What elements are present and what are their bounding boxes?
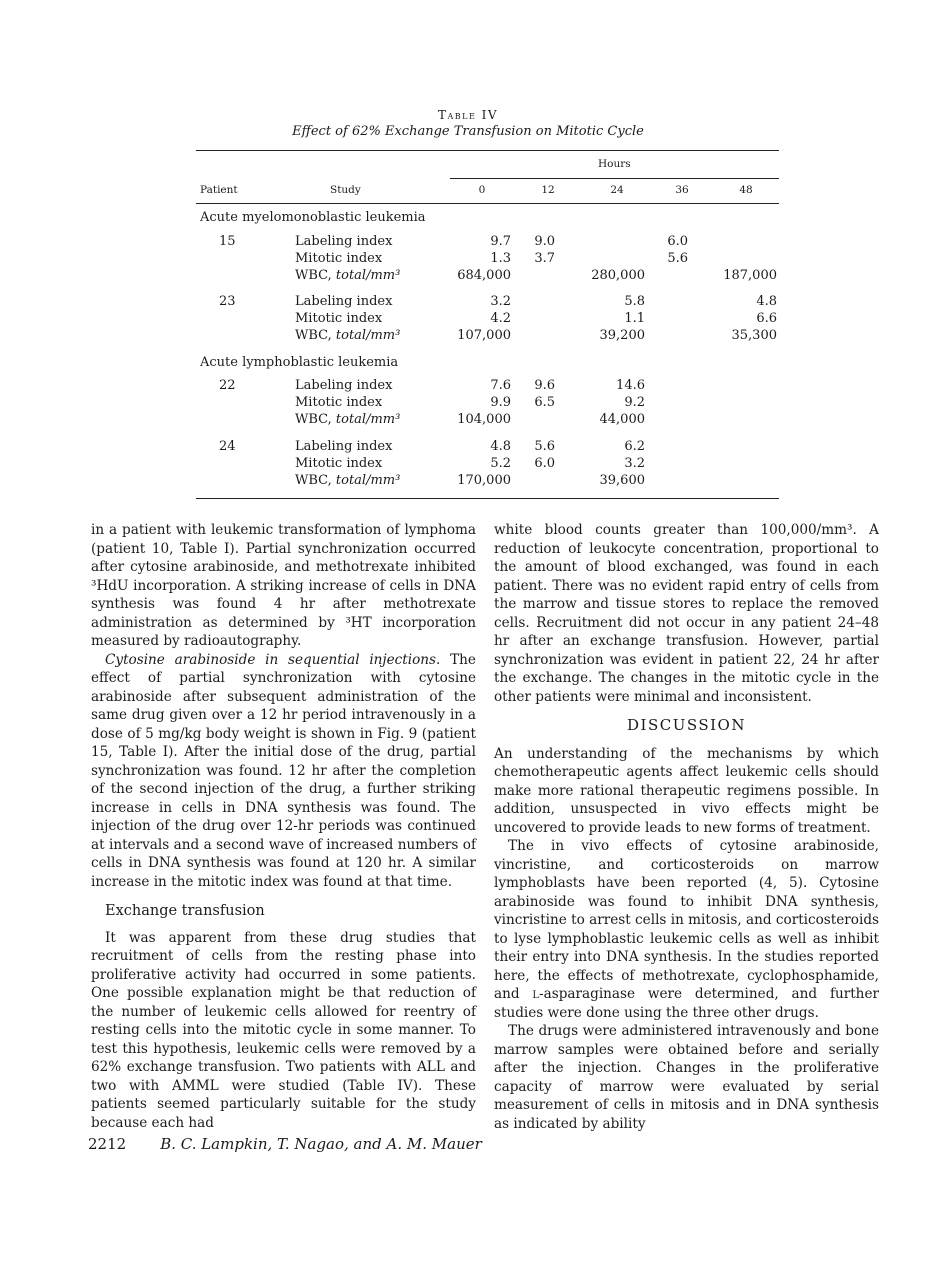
paragraph-text: -asparaginase were determined, and further studies were done using the three other drugs. bbox=[494, 986, 879, 1021]
table-cell: 6.5 bbox=[534, 395, 555, 410]
table-cell: 684,000 bbox=[457, 268, 511, 283]
page-footer bbox=[88, 1135, 482, 1153]
table-cell: 9.6 bbox=[534, 378, 555, 393]
paragraph-text: The effect of partial synchronization with cytosine arabinoside after subsequent administration of the same drug given over a 12 hr period intravenously in a dose of 5 mg/kg body weight is shown in Fig. 9 (patient 15, Table I). After the initial dose of the drug, partial synchronization was found. 12 hr after the completion of the second injection of the drug, a further striking increase in cells in DNA synthesis was found. The injection of the drug over 12-hr periods was continued at intervals and a second wave of increased numbers of cells in DNA synthesis was found at 120 hr. A similar increase in the mitotic index was found at that time. bbox=[91, 651, 476, 890]
table-cell: 4.2 bbox=[490, 311, 511, 326]
patient-id: 22 bbox=[219, 378, 236, 393]
table-cell: 280,000 bbox=[591, 268, 645, 283]
table-cell: 9.7 bbox=[490, 234, 511, 249]
table-cell: 39,600 bbox=[599, 473, 645, 488]
table-cell: 35,300 bbox=[731, 328, 777, 343]
patient-id: 24 bbox=[219, 439, 236, 454]
table-cell: 9.0 bbox=[534, 234, 555, 249]
table-cell: 3.2 bbox=[490, 294, 511, 309]
table-cell: 4.8 bbox=[490, 439, 511, 454]
table-cell: 6.6 bbox=[756, 311, 777, 326]
hour-header-cell: 12 bbox=[541, 184, 555, 196]
study-label: WBC, total/mm³ bbox=[295, 268, 401, 283]
paragraph: white blood counts greater than 100,000/mm³. A reduction of leukocyte concentration, proportional to the amount of blood exchanged, was found in each patient. There was no evident rapid entry of cells from the marrow and tissue stores to replace the removed cells. Recruitment did not occur in any patient 24–48 hr after an exchange transfusion. However, partial synchronization was evident in patient 22, 24 hr after the exchange. The changes in the mitotic cycle in the other patients were minimal and inconsistent. bbox=[494, 522, 879, 705]
study-label: WBC, total/mm³ bbox=[295, 473, 401, 488]
group-label: Acute lymphoblastic leukemia bbox=[200, 355, 399, 370]
study-label: Labeling index bbox=[295, 378, 393, 393]
patient-header: Patient bbox=[200, 184, 238, 196]
study-label: Labeling index bbox=[295, 439, 393, 454]
study-label: WBC, total/mm³ bbox=[295, 328, 401, 343]
table-cell: 1.3 bbox=[490, 251, 511, 266]
table-cell: 9.2 bbox=[624, 395, 645, 410]
hours-header: Hours bbox=[598, 158, 631, 170]
page-number: 2212 bbox=[88, 1135, 127, 1153]
left-column bbox=[91, 521, 476, 1132]
study-label: WBC, total/mm³ bbox=[295, 412, 401, 427]
table-cell: 104,000 bbox=[457, 412, 511, 427]
table-cell: 5.8 bbox=[624, 294, 645, 309]
hour-header-cell: 0 bbox=[478, 184, 486, 196]
table-cell: 1.1 bbox=[624, 311, 645, 326]
paragraph-text: The in vivo effects of cytosine arabinoside, vincristine, and corticosteroids on marrow lymphoblasts have been reported (4, 5). Cytosine arabinoside was found to inhibit DNA synthesis, vincristine to arrest cells in mitosis, and corticosteroids to lyse lymphoblastic leukemic cells as well as inhibit their entry into DNA synthesis. In the studies reported here, the effects of methotrexate, cyclophosphamide, and bbox=[494, 838, 879, 1002]
study-label: Labeling index bbox=[295, 294, 393, 309]
patient-id: 23 bbox=[219, 294, 236, 309]
table-cell: 6.0 bbox=[534, 456, 555, 471]
table-cell: 39,200 bbox=[599, 328, 645, 343]
patient-id: 15 bbox=[219, 234, 236, 249]
table-cell: 6.0 bbox=[667, 234, 688, 249]
table-bottom-rule bbox=[196, 498, 779, 499]
table-title: Table IV bbox=[437, 108, 499, 122]
paragraph bbox=[91, 651, 476, 892]
table-cell: 6.2 bbox=[624, 439, 645, 454]
paragraph: The drugs were administered intravenously and bone marrow samples were obtained before and serially after the injection. Changes in the proliferative capacity of marrow were evaluated by serial measurement of cells in mitosis and in DNA synthesis as indicated by ability bbox=[494, 1023, 879, 1132]
running-authors: B. C. Lampkin, T. Nagao, and A. M. Mauer bbox=[160, 1135, 482, 1153]
study-label: Mitotic index bbox=[295, 251, 383, 266]
table-top-rule bbox=[196, 150, 779, 151]
right-column bbox=[494, 521, 879, 1133]
study-label: Mitotic index bbox=[295, 395, 383, 410]
paragraph: An understanding of the mechanisms by which chemotherapeutic agents affect leukemic cells should make more rational therapeutic regimens possible. In addition, unsuspected in vivo effects might be uncovered to provide leads to new forms of treatment. bbox=[494, 745, 879, 836]
hour-header-cell: 36 bbox=[675, 184, 689, 196]
run-in-heading: Cytosine arabinoside in sequential injections. bbox=[105, 651, 441, 668]
table-cell: 187,000 bbox=[723, 268, 777, 283]
table-cell: 9.9 bbox=[490, 395, 511, 410]
paragraph: It was apparent from these drug studies that recruitment of cells from the resting phase into proliferative activity had occurred in some patients. One possible explanation might be that reduction of the number of leukemic cells allowed for reentry of resting cells into the mitotic cycle in some manner. To test this hypothesis, leukemic cells were removed by a 62% exchange transfusion. Two patients with ALL and two with AMML were studied (Table IV). These patients seemed particularly suitable for the study because each had bbox=[91, 929, 476, 1131]
table-cell: 107,000 bbox=[457, 328, 511, 343]
study-header: Study bbox=[330, 184, 361, 196]
group-label: Acute myelomonoblastic leukemia bbox=[200, 210, 426, 225]
header-bottom-rule bbox=[196, 203, 779, 204]
hour-header-cell: 24 bbox=[610, 184, 624, 196]
table-cell: 5.6 bbox=[667, 251, 688, 266]
hours-rule bbox=[450, 178, 779, 179]
section-heading: DISCUSSION bbox=[627, 716, 746, 734]
table-cell: 5.2 bbox=[490, 456, 511, 471]
table-cell: 14.6 bbox=[616, 378, 645, 393]
hour-header-cell: 48 bbox=[739, 184, 753, 196]
table-cell: 3.7 bbox=[534, 251, 555, 266]
table-cell: 44,000 bbox=[599, 412, 645, 427]
table-cell: 3.2 bbox=[624, 456, 645, 471]
table-cell: 7.6 bbox=[490, 378, 511, 393]
study-label: Labeling index bbox=[295, 234, 393, 249]
table-cell: 5.6 bbox=[534, 439, 555, 454]
small-caps-letter: l bbox=[532, 986, 540, 1002]
table-cell: 170,000 bbox=[457, 473, 511, 488]
section-heading: Exchange transfusion bbox=[105, 903, 265, 919]
table-cell: 4.8 bbox=[756, 294, 777, 309]
table-subtitle: Effect of 62% Exchange Transfusion on Mitotic Cycle bbox=[292, 124, 644, 139]
paragraph bbox=[494, 837, 879, 1022]
study-label: Mitotic index bbox=[295, 456, 383, 471]
paragraph: in a patient with leukemic transformation of lymphoma (patient 10, Table I). Partial synchronization occurred after cytosine arabinoside, and methotrexate inhibited ³HdU incorporation. A striking increase of cells in DNA synthesis was found 4 hr after methotrexate administration as determined by ³HT incorporation measured by radioautography. bbox=[91, 522, 476, 649]
study-label: Mitotic index bbox=[295, 311, 383, 326]
